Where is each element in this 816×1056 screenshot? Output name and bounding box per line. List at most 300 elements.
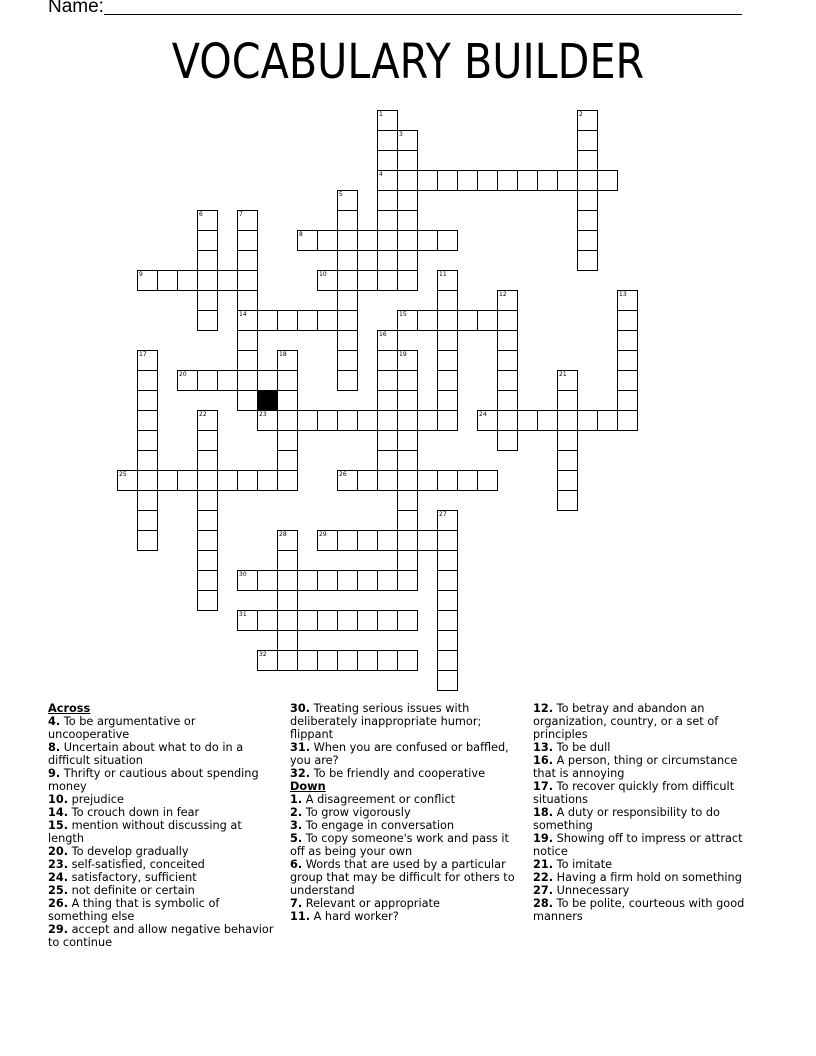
grid-cell[interactable]: [397, 230, 418, 251]
grid-cell[interactable]: [237, 390, 258, 411]
grid-cell[interactable]: [237, 250, 258, 271]
grid-cell[interactable]: [277, 450, 298, 471]
grid-cell[interactable]: [497, 170, 518, 191]
grid-cell[interactable]: [377, 130, 398, 151]
grid-cell[interactable]: [197, 570, 218, 591]
clue-number: 16: [379, 331, 387, 338]
grid-cell[interactable]: [597, 410, 618, 431]
grid-cell[interactable]: [437, 510, 458, 531]
grid-cell[interactable]: [377, 330, 398, 351]
clue-item-number: 10.: [48, 793, 69, 806]
grid-cell[interactable]: [397, 270, 418, 291]
grid-cell[interactable]: [237, 610, 258, 631]
clue-item: [290, 832, 524, 858]
grid-cell[interactable]: [317, 310, 338, 331]
grid-cell[interactable]: [197, 490, 218, 511]
grid-cell[interactable]: [497, 410, 518, 431]
grid-cell[interactable]: [397, 450, 418, 471]
grid-cell[interactable]: [577, 230, 598, 251]
grid-cell[interactable]: [577, 170, 598, 191]
grid-cell[interactable]: [437, 650, 458, 671]
grid-cell[interactable]: [437, 170, 458, 191]
grid-cell[interactable]: [137, 370, 158, 391]
grid-cell[interactable]: [337, 270, 358, 291]
grid-cell[interactable]: [357, 650, 378, 671]
clue-item-number: 22.: [533, 871, 554, 884]
grid-cell[interactable]: [357, 230, 378, 251]
grid-cell[interactable]: [437, 230, 458, 251]
clue-number: 3: [399, 131, 403, 138]
grid-cell[interactable]: [337, 530, 358, 551]
grid-cell[interactable]: [397, 430, 418, 451]
clue-heading: Across: [48, 702, 91, 715]
grid-cell[interactable]: [337, 330, 358, 351]
grid-cell[interactable]: [277, 630, 298, 651]
grid-cell[interactable]: [617, 290, 638, 311]
grid-cell[interactable]: [257, 410, 278, 431]
grid-cell[interactable]: [277, 530, 298, 551]
clue-item-text: To crouch down in fear: [68, 806, 200, 819]
grid-cell[interactable]: [617, 370, 638, 391]
grid-cell[interactable]: [397, 350, 418, 371]
grid-cell[interactable]: [197, 550, 218, 571]
clue-item-number: 27.: [533, 884, 554, 897]
clue-item: [290, 702, 524, 741]
grid-cell[interactable]: [197, 290, 218, 311]
grid-cell[interactable]: [397, 470, 418, 491]
grid-cell[interactable]: [557, 490, 578, 511]
clue-item-text: Having a firm hold on something: [553, 871, 742, 884]
grid-cell[interactable]: [357, 530, 378, 551]
grid-cell[interactable]: [377, 210, 398, 231]
grid-cell[interactable]: [497, 350, 518, 371]
clue-item-number: 5.: [290, 832, 303, 845]
grid-cell[interactable]: [437, 470, 458, 491]
grid-cell[interactable]: [557, 370, 578, 391]
grid-cell[interactable]: [277, 610, 298, 631]
grid-cell[interactable]: [437, 530, 458, 551]
grid-cell[interactable]: [437, 410, 458, 431]
grid-cell[interactable]: [257, 610, 278, 631]
grid-cell[interactable]: [437, 590, 458, 611]
grid-cell[interactable]: [437, 550, 458, 571]
grid-cell[interactable]: [337, 410, 358, 431]
grid-cell[interactable]: [257, 570, 278, 591]
clue-item: [48, 884, 280, 897]
grid-cell[interactable]: [137, 510, 158, 531]
grid-cell[interactable]: [197, 250, 218, 271]
clue-number: 27: [439, 511, 447, 518]
grid-cell[interactable]: [577, 130, 598, 151]
grid-cell[interactable]: [277, 550, 298, 571]
clue-item-number: 16.: [533, 754, 554, 767]
grid-cell[interactable]: [557, 470, 578, 491]
clue-item: [290, 767, 524, 780]
grid-cell[interactable]: [397, 410, 418, 431]
grid-cell[interactable]: [197, 430, 218, 451]
clue-item-text: A hard worker?: [310, 910, 399, 923]
clue-item-text: Showing off to impress or attract notice: [533, 832, 743, 858]
grid-cell[interactable]: [377, 530, 398, 551]
grid-cell[interactable]: [177, 470, 198, 491]
grid-cell[interactable]: [457, 470, 478, 491]
clue-number: 22: [199, 411, 207, 418]
clue-item-number: 21.: [533, 858, 554, 871]
grid-cell[interactable]: [137, 270, 158, 291]
grid-cell[interactable]: [297, 410, 318, 431]
grid-cell[interactable]: [617, 350, 638, 371]
grid-cell[interactable]: [497, 330, 518, 351]
grid-cell[interactable]: [397, 370, 418, 391]
grid-cell[interactable]: [577, 110, 598, 131]
grid-cell[interactable]: [557, 410, 578, 431]
grid-cell[interactable]: [277, 650, 298, 671]
grid-cell[interactable]: [277, 410, 298, 431]
grid-cell[interactable]: [437, 610, 458, 631]
grid-cell[interactable]: [137, 350, 158, 371]
grid-cell[interactable]: [197, 530, 218, 551]
grid-cell[interactable]: [377, 410, 398, 431]
grid-cell[interactable]: [577, 150, 598, 171]
grid-cell[interactable]: [137, 410, 158, 431]
clue-item-text: satisfactory, sufficient: [68, 871, 197, 884]
grid-cell[interactable]: [137, 490, 158, 511]
grid-cell[interactable]: [237, 330, 258, 351]
clue-item-text: To engage in conversation: [302, 819, 455, 832]
clue-item: [48, 806, 280, 819]
grid-cell[interactable]: [477, 410, 498, 431]
grid-cell[interactable]: [317, 270, 338, 291]
grid-cell[interactable]: [357, 270, 378, 291]
grid-cell[interactable]: [217, 270, 238, 291]
grid-cell[interactable]: [377, 390, 398, 411]
grid-cell[interactable]: [277, 390, 298, 411]
grid-cell[interactable]: [277, 430, 298, 451]
grid-cell[interactable]: [377, 250, 398, 271]
grid-cell[interactable]: [337, 370, 358, 391]
grid-cell[interactable]: [577, 190, 598, 211]
grid-cell[interactable]: [197, 230, 218, 251]
clue-item-text: To grow vigorously: [302, 806, 411, 819]
grid-cell[interactable]: [277, 570, 298, 591]
clue-item-text: Unnecessary: [553, 884, 630, 897]
clue-item: [533, 858, 755, 871]
grid-cell[interactable]: [377, 650, 398, 671]
grid-cell[interactable]: [357, 610, 378, 631]
clue-item: [48, 858, 280, 871]
grid-cell[interactable]: [577, 210, 598, 231]
grid-cell[interactable]: [377, 110, 398, 131]
grid-cell[interactable]: [317, 610, 338, 631]
grid-cell[interactable]: [297, 610, 318, 631]
clue-number: 6: [199, 211, 203, 218]
clue-item-text: mention without discussing at length: [48, 819, 242, 845]
grid-cell[interactable]: [437, 370, 458, 391]
grid-cell[interactable]: [137, 450, 158, 471]
grid-cell[interactable]: [277, 470, 298, 491]
grid-cell[interactable]: [337, 610, 358, 631]
clue-item-number: 4.: [48, 715, 61, 728]
clue-item-number: 3.: [290, 819, 303, 832]
grid-cell[interactable]: [377, 230, 398, 251]
grid-cell[interactable]: [277, 370, 298, 391]
grid-cell[interactable]: [577, 250, 598, 271]
clue-item-text: A thing that is symbolic of something else: [48, 897, 220, 923]
grid-cell[interactable]: [137, 530, 158, 551]
grid-cell[interactable]: [397, 210, 418, 231]
grid-cell[interactable]: [277, 590, 298, 611]
grid-cell[interactable]: [337, 190, 358, 211]
grid-cell[interactable]: [577, 410, 598, 431]
grid-cell[interactable]: [617, 410, 638, 431]
grid-cell[interactable]: [237, 210, 258, 231]
grid-cell[interactable]: [417, 170, 438, 191]
grid-cell[interactable]: [317, 530, 338, 551]
grid-cell[interactable]: [337, 230, 358, 251]
grid-cell[interactable]: [497, 390, 518, 411]
clue-number: 10: [319, 271, 327, 278]
grid-cell[interactable]: [477, 470, 498, 491]
grid-cell[interactable]: [397, 510, 418, 531]
clue-number: 1: [379, 111, 383, 118]
clue-item-text: To be friendly and cooperative: [310, 767, 486, 780]
clue-item-text: To be dull: [553, 741, 611, 754]
grid-cell[interactable]: [397, 610, 418, 631]
grid-cell[interactable]: [197, 590, 218, 611]
clue-item-text: When you are confused or baffled, you are?: [290, 741, 509, 767]
grid-cell[interactable]: [297, 230, 318, 251]
grid-cell[interactable]: [137, 430, 158, 451]
grid-cell[interactable]: [557, 390, 578, 411]
grid-cell[interactable]: [257, 470, 278, 491]
grid-cell[interactable]: [377, 450, 398, 471]
clue-item-text: To imitate: [553, 858, 613, 871]
grid-cell[interactable]: [377, 610, 398, 631]
clue-number: 5: [339, 191, 343, 198]
grid-cell[interactable]: [397, 170, 418, 191]
grid-cell[interactable]: [397, 650, 418, 671]
clue-item: [48, 845, 280, 858]
grid-cell[interactable]: [117, 470, 138, 491]
grid-cell[interactable]: [257, 310, 278, 331]
clue-item: [290, 806, 524, 819]
grid-cell[interactable]: [397, 490, 418, 511]
clues-column-1: [48, 702, 280, 949]
grid-cell[interactable]: [197, 450, 218, 471]
grid-cell[interactable]: [377, 270, 398, 291]
grid-cell[interactable]: [257, 370, 278, 391]
clue-item-number: 8.: [48, 741, 61, 754]
grid-cell[interactable]: [397, 570, 418, 591]
grid-cell[interactable]: [337, 350, 358, 371]
grid-cell[interactable]: [277, 350, 298, 371]
clue-item: [48, 897, 280, 923]
grid-cell[interactable]: [377, 370, 398, 391]
clue-item-text: self-satisfied, conceited: [68, 858, 205, 871]
grid-cell[interactable]: [437, 390, 458, 411]
grid-cell[interactable]: [397, 310, 418, 331]
grid-cell[interactable]: [497, 370, 518, 391]
grid-cell[interactable]: [197, 510, 218, 531]
clue-item-text: Uncertain about what to do in a difficult situation: [48, 741, 244, 767]
grid-cell[interactable]: [417, 230, 438, 251]
grid-cell[interactable]: [397, 190, 418, 211]
grid-cell[interactable]: [597, 170, 618, 191]
grid-cell[interactable]: [297, 570, 318, 591]
grid-cell[interactable]: [137, 390, 158, 411]
clue-item-text: accept and allow negative behavior to continue: [48, 923, 274, 949]
grid-cell[interactable]: [337, 570, 358, 591]
grid-cell[interactable]: [237, 350, 258, 371]
grid-cell[interactable]: [357, 470, 378, 491]
grid-cell[interactable]: [437, 290, 458, 311]
black-cell: [257, 390, 278, 411]
clue-item-number: 25.: [48, 884, 69, 897]
grid-cell[interactable]: [437, 310, 458, 331]
grid-cell[interactable]: [337, 250, 358, 271]
clue-number: 17: [139, 351, 147, 358]
clue-item-number: 15.: [48, 819, 69, 832]
grid-cell[interactable]: [217, 470, 238, 491]
grid-cell[interactable]: [237, 310, 258, 331]
grid-cell[interactable]: [237, 570, 258, 591]
grid-cell[interactable]: [237, 370, 258, 391]
grid-cell[interactable]: [417, 310, 438, 331]
grid-cell[interactable]: [317, 410, 338, 431]
grid-cell[interactable]: [197, 310, 218, 331]
grid-cell[interactable]: [257, 650, 278, 671]
grid-cell[interactable]: [377, 350, 398, 371]
grid-cell[interactable]: [437, 670, 458, 691]
grid-cell[interactable]: [297, 650, 318, 671]
grid-cell[interactable]: [617, 310, 638, 331]
grid-cell[interactable]: [497, 430, 518, 451]
grid-cell[interactable]: [377, 150, 398, 171]
grid-cell[interactable]: [337, 290, 358, 311]
clue-number: 32: [259, 651, 267, 658]
grid-cell[interactable]: [377, 430, 398, 451]
clue-item: [48, 715, 280, 741]
clues-column-2: [290, 702, 524, 923]
grid-cell[interactable]: [437, 570, 458, 591]
grid-cell[interactable]: [337, 650, 358, 671]
clue-item-text: To develop gradually: [68, 845, 189, 858]
grid-cell[interactable]: [197, 470, 218, 491]
grid-cell[interactable]: [437, 270, 458, 291]
clue-heading: Down: [290, 780, 326, 793]
clue-item-number: 26.: [48, 897, 69, 910]
clue-item-text: To recover quickly from difficult situations: [533, 780, 735, 806]
grid-cell[interactable]: [397, 550, 418, 571]
grid-cell[interactable]: [377, 190, 398, 211]
grid-cell[interactable]: [237, 270, 258, 291]
grid-cell[interactable]: [557, 430, 578, 451]
grid-cell[interactable]: [277, 310, 298, 331]
grid-cell[interactable]: [377, 570, 398, 591]
grid-cell[interactable]: [617, 330, 638, 351]
clue-item-text: A person, thing or circumstance that is annoying: [533, 754, 738, 780]
grid-cell[interactable]: [397, 530, 418, 551]
grid-cell[interactable]: [477, 170, 498, 191]
grid-cell[interactable]: [417, 410, 438, 431]
grid-cell[interactable]: [437, 630, 458, 651]
grid-cell[interactable]: [317, 570, 338, 591]
grid-cell[interactable]: [297, 310, 318, 331]
grid-cell[interactable]: [617, 390, 638, 411]
grid-cell[interactable]: [537, 410, 558, 431]
grid-cell[interactable]: [317, 650, 338, 671]
grid-cell[interactable]: [177, 270, 198, 291]
clue-number: 21: [559, 371, 567, 378]
grid-cell[interactable]: [497, 310, 518, 331]
grid-cell[interactable]: [337, 210, 358, 231]
grid-cell[interactable]: [217, 370, 238, 391]
grid-cell[interactable]: [437, 330, 458, 351]
clue-number: 15: [399, 311, 407, 318]
grid-cell[interactable]: [497, 290, 518, 311]
grid-cell[interactable]: [237, 470, 258, 491]
grid-cell[interactable]: [377, 470, 398, 491]
grid-cell[interactable]: [457, 310, 478, 331]
clue-item-number: 24.: [48, 871, 69, 884]
grid-cell[interactable]: [197, 210, 218, 231]
grid-cell[interactable]: [557, 450, 578, 471]
grid-cell[interactable]: [237, 230, 258, 251]
grid-cell[interactable]: [397, 130, 418, 151]
grid-cell[interactable]: [337, 310, 358, 331]
clue-item: [533, 832, 755, 858]
grid-cell[interactable]: [557, 170, 578, 191]
name-label: Name:: [48, 0, 104, 17]
grid-cell[interactable]: [397, 390, 418, 411]
clue-item: [533, 871, 755, 884]
grid-cell[interactable]: [397, 250, 418, 271]
clue-number: 8: [299, 231, 303, 238]
grid-cell[interactable]: [417, 470, 438, 491]
grid-cell[interactable]: [337, 470, 358, 491]
grid-cell[interactable]: [357, 570, 378, 591]
grid-cell[interactable]: [457, 170, 478, 191]
grid-cell[interactable]: [197, 270, 218, 291]
clue-number: 28: [279, 531, 287, 538]
clue-number: 20: [179, 371, 187, 378]
grid-cell[interactable]: [437, 350, 458, 371]
grid-cell[interactable]: [517, 410, 538, 431]
grid-cell[interactable]: [137, 470, 158, 491]
clue-item: [48, 871, 280, 884]
grid-cell[interactable]: [417, 530, 438, 551]
clue-item: [533, 897, 755, 923]
grid-cell[interactable]: [157, 270, 178, 291]
clue-item-text: To betray and abandon an organization, country, or a set of principles: [533, 702, 719, 741]
grid-cell[interactable]: [197, 370, 218, 391]
grid-cell[interactable]: [237, 290, 258, 311]
grid-cell[interactable]: [517, 170, 538, 191]
grid-cell[interactable]: [157, 470, 178, 491]
clue-item-number: 1.: [290, 793, 303, 806]
clue-item: [48, 741, 280, 767]
grid-cell[interactable]: [397, 150, 418, 171]
grid-cell[interactable]: [357, 410, 378, 431]
grid-cell[interactable]: [477, 310, 498, 331]
grid-cell[interactable]: [177, 370, 198, 391]
grid-cell[interactable]: [197, 410, 218, 431]
grid-cell[interactable]: [377, 170, 398, 191]
grid-cell[interactable]: [317, 230, 338, 251]
clue-item-text: prejudice: [68, 793, 124, 806]
grid-cell[interactable]: [537, 170, 558, 191]
clue-item: [533, 884, 755, 897]
